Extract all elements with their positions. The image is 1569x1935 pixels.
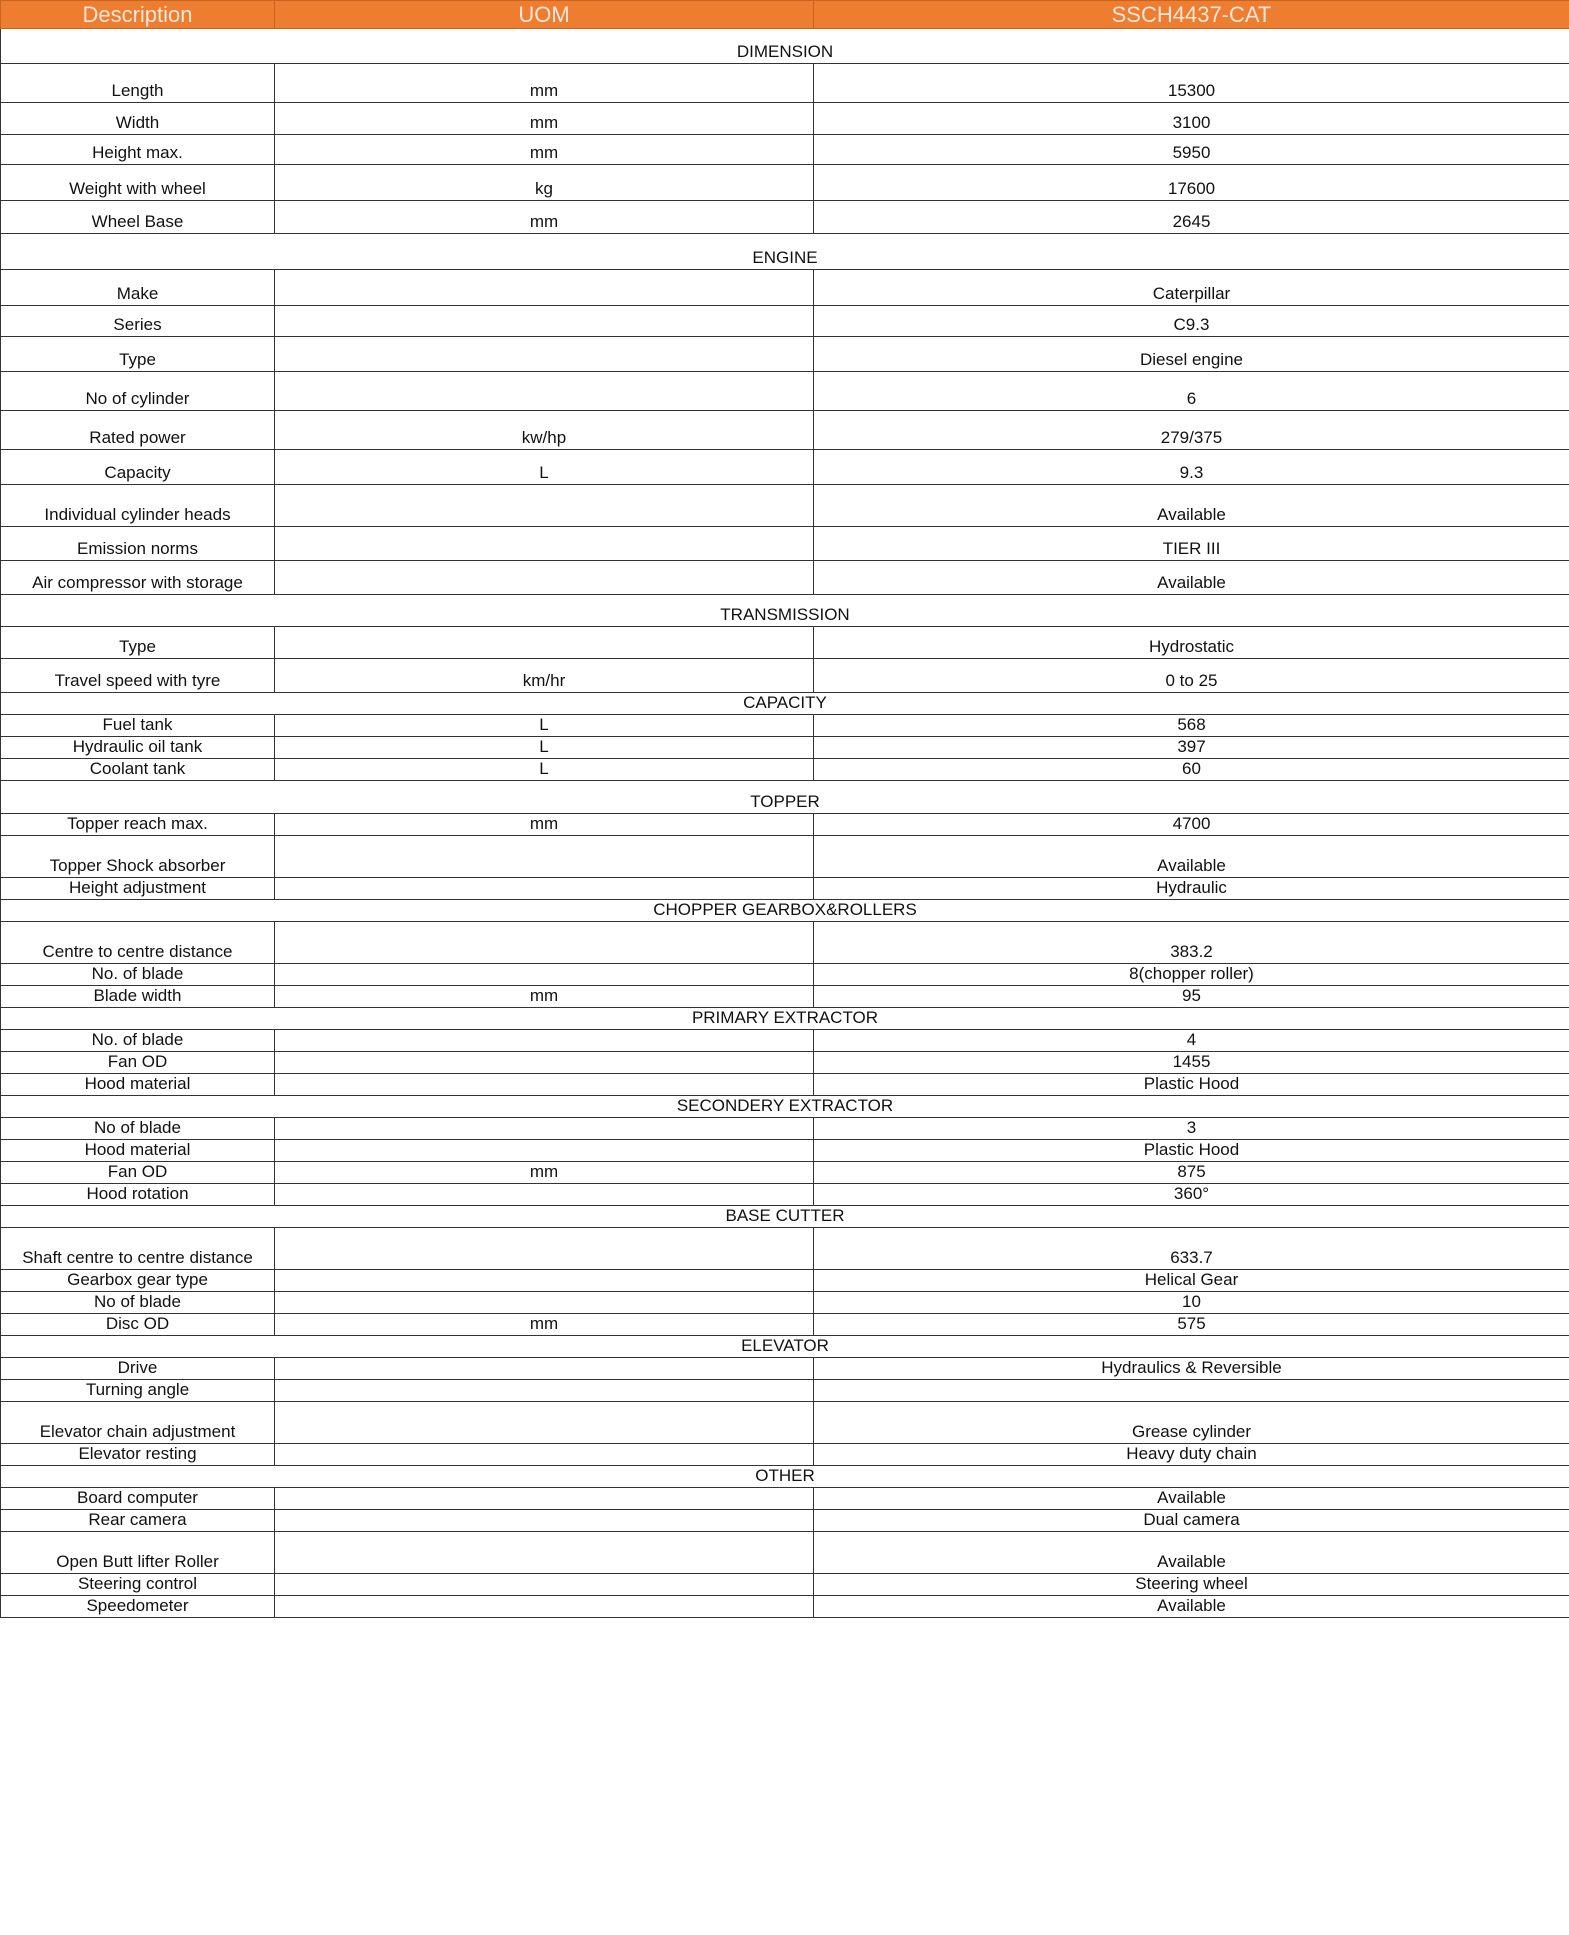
cell-value: 3 [814,1118,1569,1140]
cell-description: Capacity [1,450,275,485]
cell-uom: km/hr [275,659,814,693]
section-title: CAPACITY [1,693,1569,715]
cell-value: 17600 [814,165,1569,201]
cell-description: Fan OD [1,1162,275,1184]
cell-uom [275,1030,814,1052]
table-row [1,201,1569,234]
cell-uom: mm [275,814,814,836]
cell-uom [275,270,814,306]
cell-value: C9.3 [814,306,1569,337]
cell-description: Turning angle [1,1380,275,1402]
cell-uom [275,1444,814,1466]
table-row [1,270,1569,306]
cell-uom [275,1052,814,1074]
header-row [1,1,1569,29]
cell-uom: mm [275,64,814,103]
cell-uom [275,1488,814,1510]
cell-value: 568 [814,715,1569,737]
cell-uom: mm [275,135,814,165]
cell-uom [275,922,814,964]
cell-description: Width [1,103,275,135]
header-uom: UOM [275,1,814,29]
table-row [1,1030,1569,1052]
section-row [1,1466,1569,1488]
cell-description: Rear camera [1,1510,275,1532]
cell-description: Centre to centre distance [1,922,275,964]
cell-description: Board computer [1,1488,275,1510]
cell-uom [275,836,814,878]
cell-uom [275,1118,814,1140]
cell-description: Elevator chain adjustment [1,1402,275,1444]
cell-description: Speedometer [1,1596,275,1618]
cell-description: Air compressor with storage [1,561,275,595]
cell-uom [275,964,814,986]
section-row [1,595,1569,627]
table-row [1,627,1569,659]
section-title: ENGINE [1,234,1569,270]
table-row [1,836,1569,878]
table-row [1,1358,1569,1380]
cell-value: Plastic Hood [814,1140,1569,1162]
cell-description: Hood material [1,1140,275,1162]
table-row [1,922,1569,964]
cell-uom: L [275,715,814,737]
spec-body [1,29,1569,1618]
table-row [1,1162,1569,1184]
table-row [1,1052,1569,1074]
cell-value: Grease cylinder [814,1402,1569,1444]
cell-uom [275,1292,814,1314]
cell-value: Available [814,1596,1569,1618]
table-row [1,1532,1569,1574]
cell-description: Blade width [1,986,275,1008]
cell-uom [275,306,814,337]
cell-value: 3100 [814,103,1569,135]
cell-uom: mm [275,201,814,234]
cell-value: Available [814,561,1569,595]
table-row [1,1444,1569,1466]
table-row [1,659,1569,693]
cell-value: Available [814,1488,1569,1510]
cell-uom [275,1358,814,1380]
cell-uom [275,485,814,527]
section-row [1,900,1569,922]
table-row [1,1292,1569,1314]
cell-value: TIER III [814,527,1569,561]
cell-uom [275,561,814,595]
table-row [1,737,1569,759]
section-title: BASE CUTTER [1,1206,1569,1228]
cell-description: Individual cylinder heads [1,485,275,527]
cell-uom [275,527,814,561]
cell-value: 2645 [814,201,1569,234]
table-row [1,1140,1569,1162]
table-row [1,715,1569,737]
cell-value [814,1380,1569,1402]
cell-value: Diesel engine [814,337,1569,372]
cell-value: 383.2 [814,922,1569,964]
table-row [1,561,1569,595]
header-description: Description [1,1,275,29]
cell-description: Steering control [1,1574,275,1596]
table-row [1,986,1569,1008]
cell-uom: mm [275,986,814,1008]
cell-description: Coolant tank [1,759,275,781]
section-row [1,234,1569,270]
cell-description: Length [1,64,275,103]
cell-description: Weight with wheel [1,165,275,201]
cell-value: 279/375 [814,411,1569,450]
cell-uom: mm [275,1162,814,1184]
cell-uom: mm [275,103,814,135]
cell-value: Available [814,1532,1569,1574]
cell-description: No of blade [1,1118,275,1140]
cell-uom: L [275,450,814,485]
cell-value: 8(chopper roller) [814,964,1569,986]
section-title: ELEVATOR [1,1336,1569,1358]
cell-value: 397 [814,737,1569,759]
cell-description: No. of blade [1,1030,275,1052]
cell-uom: mm [275,1314,814,1336]
cell-uom [275,1574,814,1596]
cell-uom: kw/hp [275,411,814,450]
cell-description: No of blade [1,1292,275,1314]
cell-uom [275,878,814,900]
cell-uom [275,1596,814,1618]
cell-description: Make [1,270,275,306]
section-row [1,1096,1569,1118]
table-row [1,450,1569,485]
cell-uom [275,1532,814,1574]
table-row [1,1380,1569,1402]
cell-uom [275,1270,814,1292]
cell-value: 633.7 [814,1228,1569,1270]
cell-description: No. of blade [1,964,275,986]
cell-uom [275,372,814,411]
cell-description: Topper Shock absorber [1,836,275,878]
table-row [1,1596,1569,1618]
section-title: TOPPER [1,781,1569,814]
section-row [1,693,1569,715]
table-row [1,814,1569,836]
section-row [1,29,1569,64]
cell-value: 95 [814,986,1569,1008]
cell-description: Rated power [1,411,275,450]
cell-value: Heavy duty chain [814,1444,1569,1466]
cell-uom [275,1228,814,1270]
cell-uom [275,337,814,372]
table-row [1,1402,1569,1444]
table-row [1,964,1569,986]
table-row [1,1270,1569,1292]
cell-description: Elevator resting [1,1444,275,1466]
cell-description: Open Butt lifter Roller [1,1532,275,1574]
cell-description: Hood rotation [1,1184,275,1206]
table-row [1,306,1569,337]
cell-uom: kg [275,165,814,201]
cell-description: Wheel Base [1,201,275,234]
cell-description: Fuel tank [1,715,275,737]
cell-value: Hydrostatic [814,627,1569,659]
table-row [1,64,1569,103]
section-row [1,1336,1569,1358]
cell-value: 10 [814,1292,1569,1314]
section-title: PRIMARY EXTRACTOR [1,1008,1569,1030]
table-row [1,485,1569,527]
table-row [1,411,1569,450]
cell-uom [275,1074,814,1096]
cell-uom [275,1402,814,1444]
cell-value: 5950 [814,135,1569,165]
cell-uom [275,1140,814,1162]
cell-description: Shaft centre to centre distance [1,1228,275,1270]
section-title: CHOPPER GEARBOX&ROLLERS [1,900,1569,922]
cell-description: Height adjustment [1,878,275,900]
cell-value: 1455 [814,1052,1569,1074]
cell-description: Series [1,306,275,337]
cell-value: Hydraulic [814,878,1569,900]
cell-uom: L [275,737,814,759]
header-model: SSCH4437-CAT [814,1,1569,29]
cell-value: 9.3 [814,450,1569,485]
cell-value: 360° [814,1184,1569,1206]
cell-description: Emission norms [1,527,275,561]
cell-value: 575 [814,1314,1569,1336]
table-row [1,1228,1569,1270]
table-row [1,103,1569,135]
table-row [1,1488,1569,1510]
table-row [1,1314,1569,1336]
cell-description: Topper reach max. [1,814,275,836]
cell-value: Caterpillar [814,270,1569,306]
cell-value: Hydraulics & Reversible [814,1358,1569,1380]
cell-description: No of cylinder [1,372,275,411]
cell-uom [275,627,814,659]
section-title: SECONDERY EXTRACTOR [1,1096,1569,1118]
cell-description: Fan OD [1,1052,275,1074]
cell-description: Gearbox gear type [1,1270,275,1292]
cell-value: 4 [814,1030,1569,1052]
table-row [1,135,1569,165]
cell-uom: L [275,759,814,781]
cell-value: 875 [814,1162,1569,1184]
cell-value: 60 [814,759,1569,781]
cell-uom [275,1510,814,1532]
cell-description: Type [1,337,275,372]
cell-value: Available [814,836,1569,878]
cell-value: Helical Gear [814,1270,1569,1292]
cell-description: Travel speed with tyre [1,659,275,693]
cell-value: 4700 [814,814,1569,836]
table-row [1,337,1569,372]
table-row [1,527,1569,561]
section-title: TRANSMISSION [1,595,1569,627]
cell-description: Disc OD [1,1314,275,1336]
cell-uom [275,1380,814,1402]
section-title: DIMENSION [1,29,1569,64]
cell-description: Hood material [1,1074,275,1096]
section-row [1,781,1569,814]
cell-uom [275,1184,814,1206]
section-row [1,1008,1569,1030]
table-row [1,1510,1569,1532]
cell-description: Height max. [1,135,275,165]
table-row [1,1574,1569,1596]
table-row [1,759,1569,781]
table-row [1,1184,1569,1206]
cell-description: Type [1,627,275,659]
table-row [1,1118,1569,1140]
cell-value: 6 [814,372,1569,411]
section-row [1,1206,1569,1228]
cell-description: Hydraulic oil tank [1,737,275,759]
table-row [1,878,1569,900]
cell-value: 0 to 25 [814,659,1569,693]
table-row [1,1074,1569,1096]
cell-value: Available [814,485,1569,527]
cell-description: Drive [1,1358,275,1380]
cell-value: Dual camera [814,1510,1569,1532]
table-row [1,165,1569,201]
section-title: OTHER [1,1466,1569,1488]
cell-value: Steering wheel [814,1574,1569,1596]
table-row [1,372,1569,411]
cell-value: Plastic Hood [814,1074,1569,1096]
cell-value: 15300 [814,64,1569,103]
